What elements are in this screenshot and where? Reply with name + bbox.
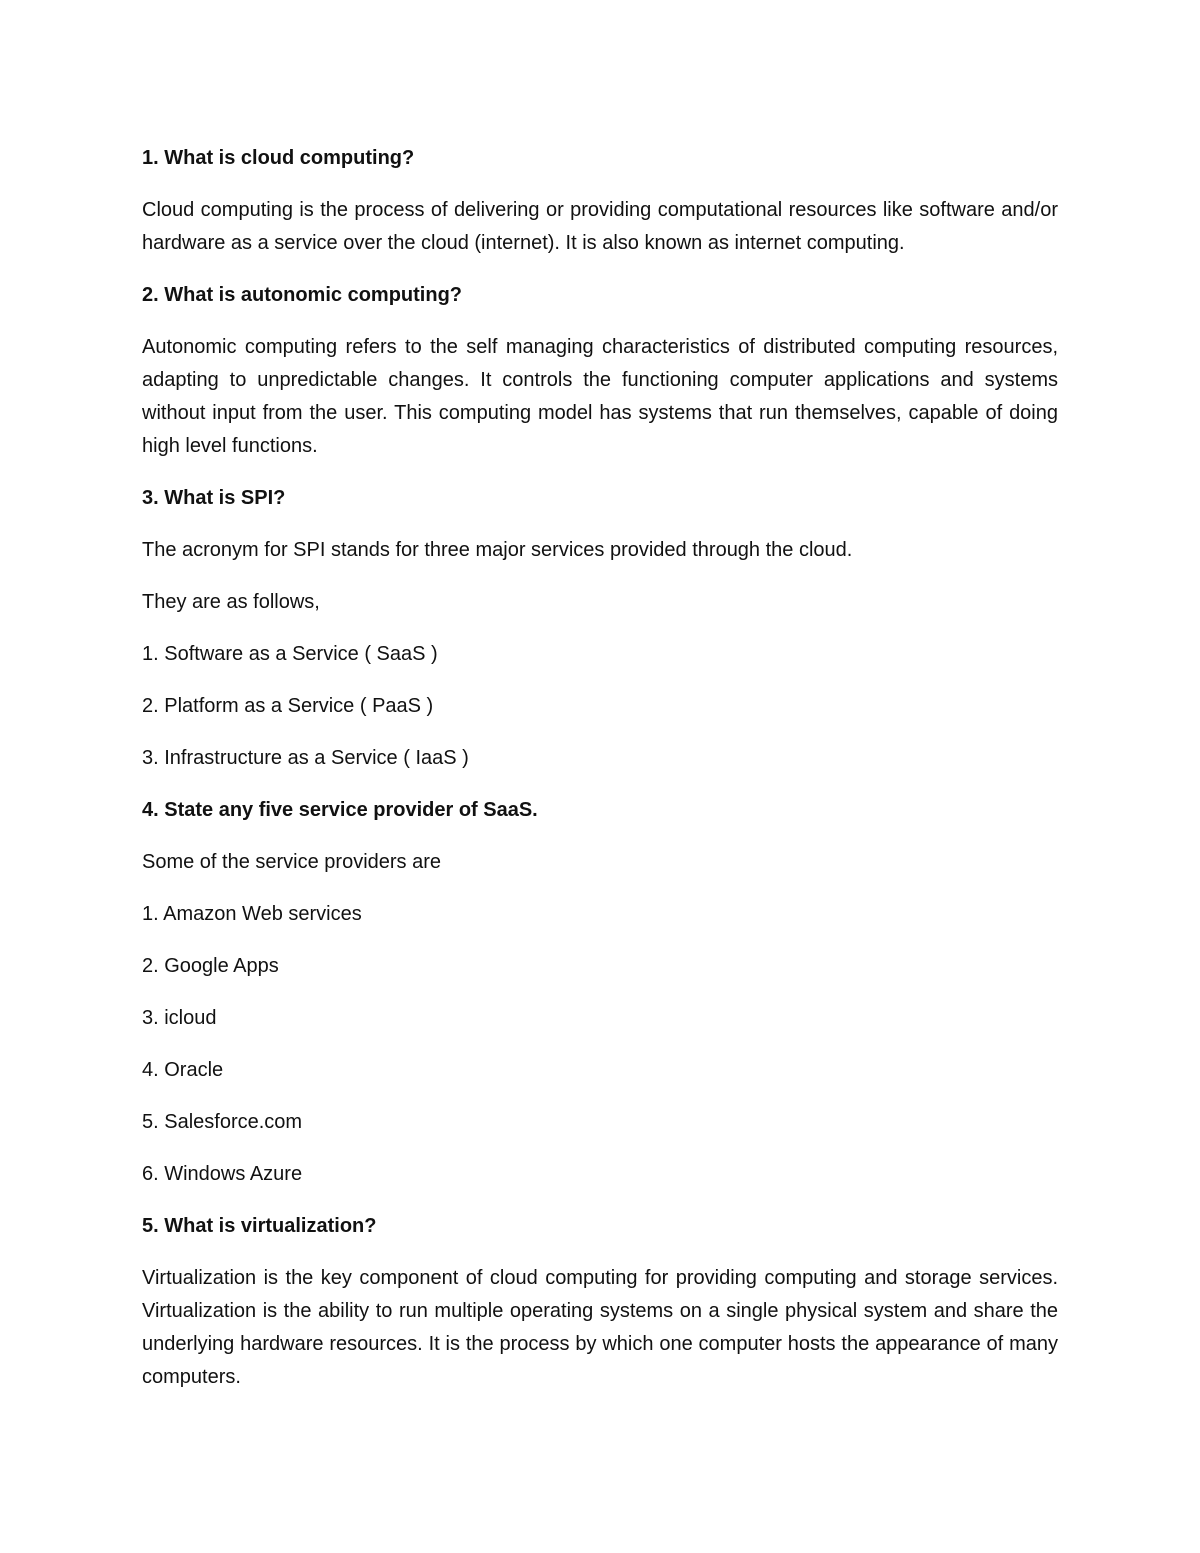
list-item: 6. Windows Azure <box>142 1163 303 1185</box>
question-heading: 5. What is virtualization? <box>142 1215 377 1237</box>
question-heading: 1. What is cloud computing? <box>142 147 415 169</box>
question-heading: 2. What is autonomic computing? <box>142 284 462 306</box>
answer-paragraph: Cloud computing is the process of delivering or providing computational resources like software and/or hardware as a service over the cloud (internet). It is also known as internet computing. <box>142 199 1058 254</box>
list-item: 5. Salesforce.com <box>142 1111 303 1133</box>
answer-paragraph: Virtualization is the key component of cloud computing for providing computing and storage services. Virtualization is the ability to run multiple operating systems on a single physical system and share the underlying hardware resources. It is the process by which one computer hosts the appearance of many computers. <box>142 1267 1058 1388</box>
list-lead: Some of the service providers are <box>142 851 442 873</box>
question-heading: 4. State any five service provider of SaaS. <box>142 799 538 821</box>
list-item: 4. Oracle <box>142 1059 224 1081</box>
question-heading: 3. What is SPI? <box>142 487 286 509</box>
list-item: 2. Platform as a Service ( PaaS ) <box>142 695 434 717</box>
list-item: 2. Google Apps <box>142 955 279 977</box>
list-item: 1. Amazon Web services <box>142 903 362 925</box>
answer-intro: The acronym for SPI stands for three major services provided through the cloud. <box>142 539 853 561</box>
list-lead: They are as follows, <box>142 591 320 613</box>
document-page <box>142 142 1058 1394</box>
list-item: 3. icloud <box>142 1007 217 1029</box>
answer-paragraph: Autonomic computing refers to the self managing characteristics of distributed computing resources, adapting to unpredictable changes. It controls the functioning computer applications and systems without input from the user. This computing model has systems that run themselves, capable of doing high level functions. <box>142 336 1058 457</box>
list-item: 3. Infrastructure as a Service ( IaaS ) <box>142 747 469 769</box>
list-item: 1. Software as a Service ( SaaS ) <box>142 643 438 665</box>
